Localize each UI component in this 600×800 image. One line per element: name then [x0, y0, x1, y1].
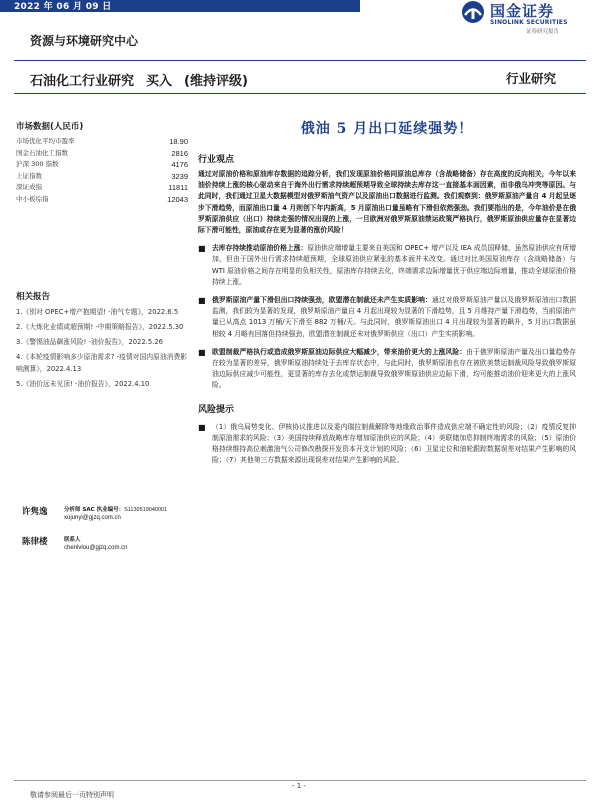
- analyst-name: 许隽逸: [22, 507, 48, 517]
- logo-name-en: SINOLINK SECURITIES: [490, 19, 568, 26]
- market-row: [16, 194, 188, 206]
- rating-note: (维持评级): [184, 74, 248, 89]
- market-value: 2816: [171, 148, 188, 158]
- analyst-card: [16, 505, 196, 539]
- industry-name: 石油化工行业研究: [30, 74, 135, 89]
- bullet-square-icon: ■: [198, 244, 206, 254]
- related-report-link[interactable]: 2.《大炼化业绩或超预期! -中期策略报告》，2022.5.30: [16, 323, 184, 331]
- market-value: 4176: [171, 160, 188, 169]
- date-bar: [0, 0, 360, 12]
- related-report-link[interactable]: 3.《警惕油品飙涨风险! -油价报告》，2022.5.26: [16, 338, 163, 346]
- bullet-lead: 去库存持续推动原油价格上涨：: [212, 244, 308, 253]
- market-value: 18.90: [169, 137, 188, 146]
- analyst-email[interactable]: xujunyi@gjzq.com.cn: [64, 515, 121, 521]
- bullet-item: [198, 295, 576, 340]
- market-row: [16, 159, 188, 171]
- bullet-square-icon: ■: [198, 347, 206, 357]
- report-date: 2022 年 06 月 09 日: [14, 2, 112, 12]
- market-value: 12043: [167, 194, 188, 204]
- market-row: [16, 171, 188, 183]
- market-row: [16, 182, 188, 194]
- related-reports-title: 相关报告: [16, 292, 51, 302]
- market-row: [16, 148, 188, 160]
- bullet-square-icon: ■: [198, 422, 206, 432]
- bullet-item: [198, 243, 576, 288]
- market-label: 深证成指: [16, 183, 42, 191]
- bullet-text: 由于俄罗斯原油产量及出口量趋势存在较为显著的差异，俄罗斯原油持续处于去库存状态中，与此同时，俄罗斯原油也存在被欧美禁运制裁风险导致俄罗斯原油边际供应减少可能性，更显著的库存去化或禁运制裁导致俄罗斯原油供应边际下滑，均可能推动油价迎来更大的上涨风险。: [212, 347, 577, 390]
- section-heading-viewpoint: 行业观点: [198, 155, 235, 165]
- market-label: 上证指数: [16, 171, 42, 180]
- analyst-card: [16, 535, 196, 569]
- market-label: 市场优化平均市盈率: [16, 137, 75, 145]
- report-category: 行业研究: [506, 71, 557, 86]
- analyst-cert: S1130519040001: [124, 507, 168, 513]
- page-number: - 1 -: [292, 782, 306, 790]
- risk-text: （1）俄乌局势变化、伊核协议推进以及委内瑞拉制裁解除等地缘政治事件造成供应端不确定性的风险；（2）疫情反复抑制原油需求的风险；（3）美国持续释放战略库存增加原油供应的风险；（4）美联储加息抑制终端需求的风险；（5）原油价格持续维持高位刺激油气公司修改勘探开发资本开支计划的风险；（6）卫星定位和油轮跟踪数据误差对结果产生影响的风险；（7）其他第三方数据来源出现误差对结果产生影响的风险。: [212, 422, 576, 465]
- bullet-item: [198, 347, 576, 392]
- bullet-text: 原油供应端增量主要来自美国和 OPEC+ 增产以及 IEA 成员国释储，虽然原油供应有所增加，但由于国外出行需求持续超预期，全球原油供应紧张的基本面并未改变。通过对比美国原油库存（含战略储备）与 WTI 原油价格之间存在明显的负相关性，原油库存持续去化，终端需求边际增量优于供应端边际增量，推动全球原油价格持续上涨。: [212, 244, 576, 286]
- analyst-email[interactable]: chenlvlou@gjzq.com.cn: [64, 545, 128, 551]
- market-row: [16, 136, 188, 148]
- lead-paragraph: 通过对原油价格和原油库存数据的追踪分析，我们发现原油价格同原油总库存（含战略储备）存在高度的反向相关，今年以来油价持续上涨的核心驱动来自于海外出行需求持续超预期导致全球持续去库存这一直接基本面因素，而非俄乌冲突等原因。与此同时，我们通过卫星大数据模型对俄罗斯油气资产以及原油出口数据进行监测。我们观察到：俄罗斯原油产量自 4 月起呈逐步下滑趋势，而原油出口量 4 月则创下年内新高，5 月原油出口量虽略有下滑但依然强劲。我们要指出的是，今年油价是在俄罗斯原油供应（出口）持续走强的情况出现的上涨，一旦欧洲对俄罗斯原油禁运政策严格执行，俄罗斯原油供应量存在显著边际下滑可能性，原油或存在更为显著的涨价风险！: [198, 170, 576, 235]
- market-label: 国金石油化工指数: [16, 148, 68, 157]
- market-label: 沪深 300 指数: [16, 160, 59, 168]
- market-value: 11811: [168, 183, 188, 192]
- logo-name-cn: 国金证券: [490, 2, 555, 20]
- header-divider-bottom: [14, 93, 586, 94]
- bullet-lead: 欧盟制裁严格执行或造成俄罗斯原油边际供应大幅减少，带来油价更大的上涨风险：: [212, 347, 467, 356]
- related-report-link[interactable]: 1.《别对 OPEC+增产抱期望! -油气专题》，2022.6.5: [16, 308, 179, 316]
- market-value: 3239: [171, 171, 188, 181]
- analyst-role: [64, 535, 81, 543]
- main-content: [198, 118, 576, 466]
- market-label: 中小板综指: [16, 194, 49, 203]
- disclaimer-note: 敬请参阅最后一页特别声明: [30, 791, 114, 799]
- rating: 买入: [146, 74, 173, 89]
- analyst-role-label: 分析师 SAC 执业编号：: [64, 507, 125, 513]
- company-logo: [460, 0, 590, 34]
- market-data-title: 市场数据(人民币): [16, 122, 84, 132]
- related-report-link[interactable]: 4.《本轮疫情影响多少原油需求? -疫情对国内原油消费影响测算》，2022.4.13: [16, 353, 188, 373]
- related-report-link[interactable]: 5.《油价远未见顶! -油价报告》，2022.4.10: [16, 380, 150, 388]
- analyst-name: 陈律楼: [22, 537, 48, 547]
- bullet-text: 通过对俄罗斯原油产量以及俄罗斯原油出口数据监测，我们较为显著的发现，俄罗斯原油产量自 4 月起出现较为显著的下滑趋势，且 5 月维持产量下滑趋势，当前原油产量已从高点 1013 万桶/天下滑至 882 万桶/天。与此同时，俄罗斯原油出口 4 月出现较为显著的飙升，5 月出口数据虽相较 4 月略有回落但持续强劲，欧盟潜在制裁还未对俄罗斯供应（出口）产生实质影响。: [212, 296, 577, 338]
- research-center-name: 资源与环境研究中心: [30, 34, 139, 48]
- logo-mark-icon: [460, 0, 486, 24]
- risk-item: [198, 422, 576, 467]
- bullet-square-icon: ■: [198, 296, 206, 306]
- bullet-lead: 俄罗斯原油产量下滑但出口持续强劲，欧盟潜在制裁还未产生实质影响：: [212, 296, 432, 305]
- header-divider-top: [14, 60, 586, 61]
- analyst-role: [64, 505, 167, 513]
- report-type-tag: 证券研究报告: [526, 29, 560, 35]
- industry-rating-line: [30, 70, 248, 89]
- report-title: 俄油 5 月出口延续强势！: [300, 121, 474, 137]
- footer-divider: [14, 780, 586, 781]
- sidebar: [16, 120, 188, 393]
- section-heading-risk: 风险提示: [198, 404, 235, 415]
- analyst-role-label: 联系人: [64, 537, 81, 543]
